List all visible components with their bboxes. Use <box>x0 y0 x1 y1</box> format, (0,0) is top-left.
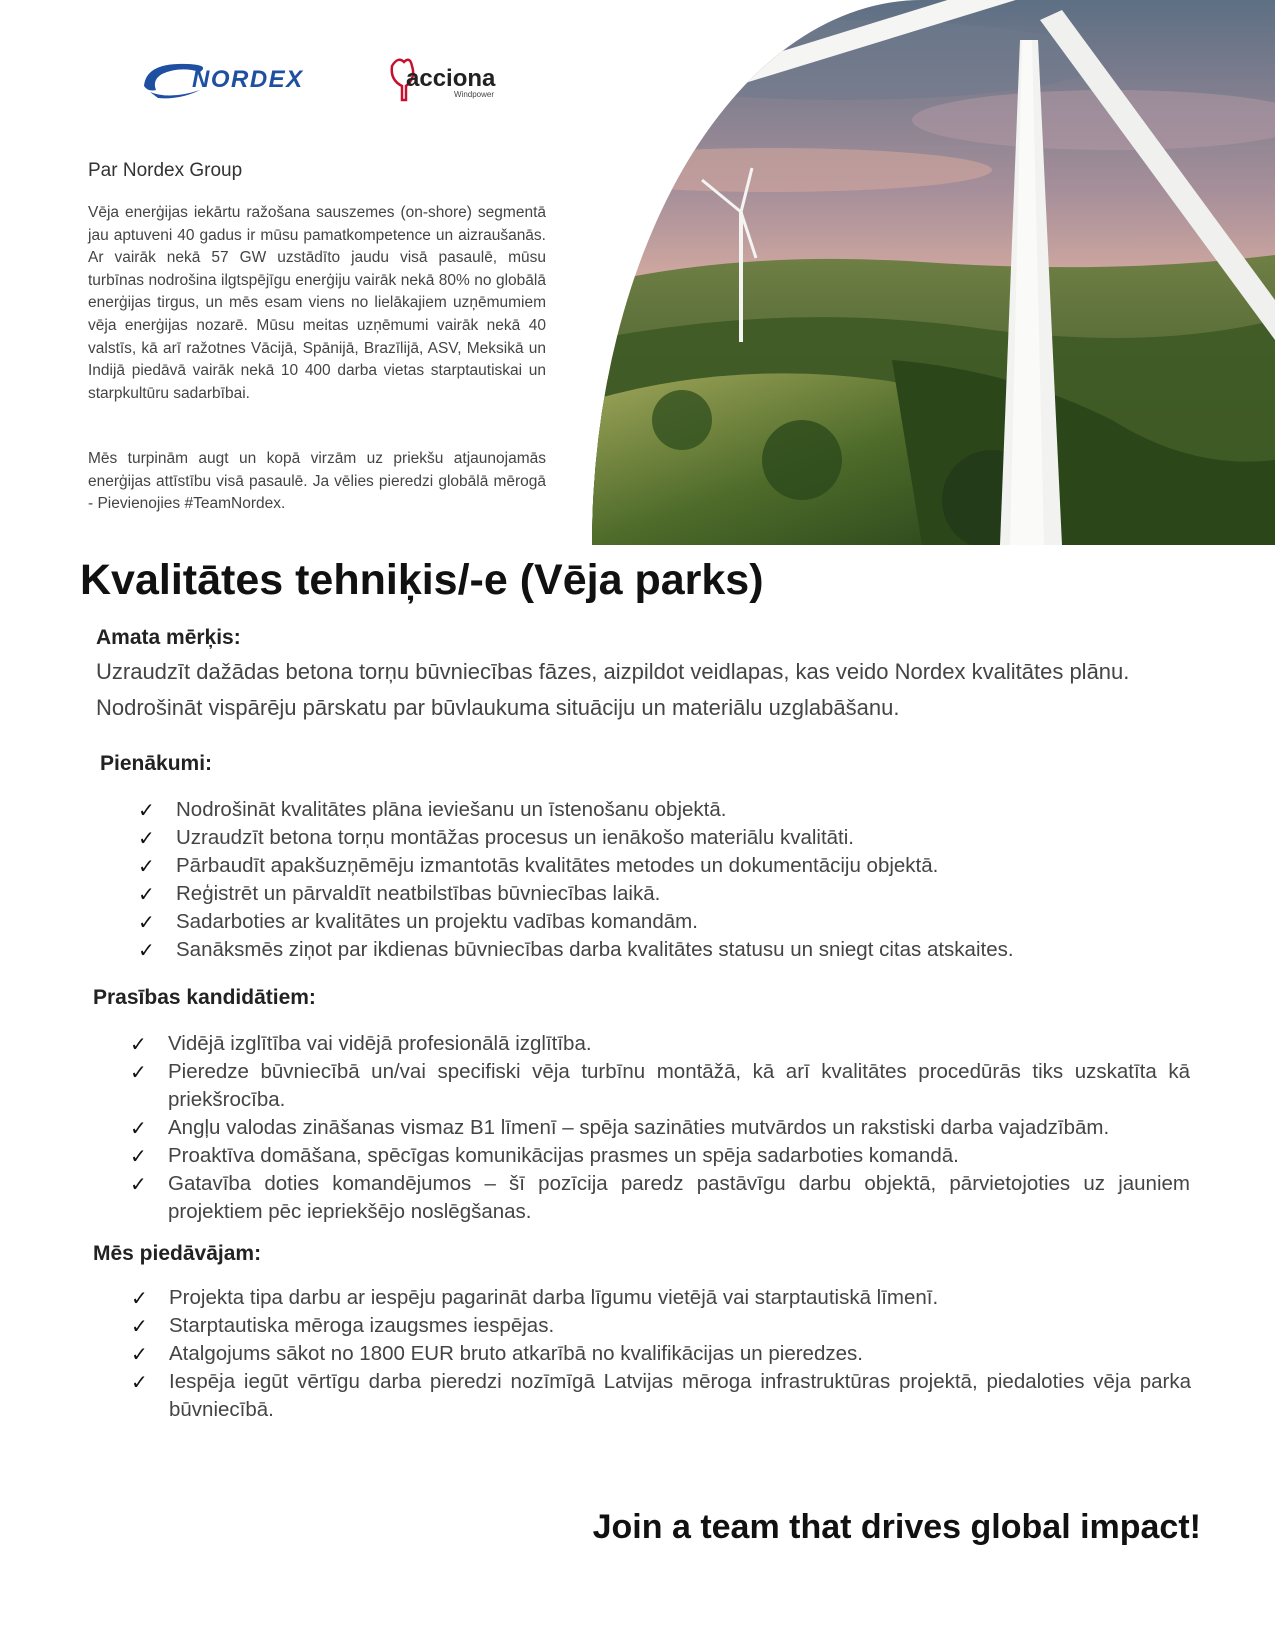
purpose-line-1: Uzraudzīt dažādas betona torņu būvniecības fāzes, aizpildot veidlapas, kas veido Nordex kvalitātes plānu. <box>96 659 1130 684</box>
list-item: ✓ Reģistrēt un pārvaldīt neatbilstības būvniecības laikā. <box>138 882 661 906</box>
purpose-heading: Amata mērķis: <box>96 626 241 649</box>
list-item: ✓ Pārbaudīt apakšuzņēmēju izmantotās kvalitātes metodes un dokumentāciju objektā. <box>138 854 939 878</box>
list-item: ✓ Atalgojums sākot no 1800 EUR bruto atkarībā no kvalifikācijas un pieredzes. <box>131 1342 863 1366</box>
duties-list <box>138 796 1198 964</box>
check-icon: ✓ <box>130 1172 147 1196</box>
check-icon: ✓ <box>131 1342 148 1366</box>
list-item: ✓ Sadarboties ar kvalitātes un projektu vadības komandām. <box>138 910 698 934</box>
svg-text:Windpower: Windpower <box>454 90 495 99</box>
list-item: ✓ Projekta tipa darbu ar iespēju pagarināt darba līgumu vietējā vai starptautiskā līmenī. <box>131 1286 939 1310</box>
list-item: ✓ Proaktīva domāšana, spēcīgas komunikācijas prasmes un spēja sadarboties komandā. <box>130 1144 959 1168</box>
svg-text:acciona: acciona <box>406 65 496 92</box>
check-icon: ✓ <box>138 938 155 962</box>
check-icon: ✓ <box>130 1032 147 1056</box>
check-icon: ✓ <box>130 1060 147 1084</box>
check-icon: ✓ <box>130 1116 147 1140</box>
check-icon: ✓ <box>138 910 155 934</box>
acciona-logo <box>384 52 514 106</box>
about-paragraph-2: Mēs turpinām augt un kopā virzām uz priekšu atjaunojamās enerģijas attīstību visā pasaulē. Ja vēlies pieredzi globālā mērogā - Pievienojies #TeamNordex. <box>88 450 546 513</box>
about-title: Par Nordex Group <box>88 160 243 181</box>
check-icon: ✓ <box>138 882 155 906</box>
list-item: ✓ Uzraudzīt betona torņu montāžas procesus un ienākošo materiālu kvalitāti. <box>138 826 855 850</box>
duties-heading: Pienākumi: <box>100 752 213 775</box>
list-item: ✓ Gatavība doties komandējumos – šī pozīcija paredz pastāvīgu darbu objektā, pārvietojoties uz jauniem projektiem pēc iepriekšējo noslēgšanas. <box>130 1172 1190 1223</box>
list-item: ✓ Nodrošināt kvalitātes plāna ieviešanu un īstenošanu objektā. <box>138 798 727 822</box>
wind-turbine-landscape-photo <box>592 0 1275 545</box>
list-item: ✓ Angļu valodas zināšanas vismaz B1 līmenī – spēja sazināties mutvārdos un rakstiski darba vajadzībām. <box>130 1116 1110 1140</box>
offer-list <box>131 1284 1191 1424</box>
hero-image <box>592 0 1275 545</box>
svg-text:NORDEX: NORDEX <box>192 66 304 93</box>
offer-heading: Mēs piedāvājam: <box>93 1242 262 1265</box>
check-icon: ✓ <box>131 1286 148 1310</box>
purpose-text <box>96 654 1206 726</box>
list-item: ✓ Sanāksmēs ziņot par ikdienas būvniecības darba kvalitātes statusu un sniegt citas atskaites. <box>138 938 1014 962</box>
list-item: ✓ Starptautiska mēroga izaugsmes iespējas. <box>131 1314 555 1338</box>
check-icon: ✓ <box>131 1314 148 1338</box>
list-item: ✓ Vidējā izglītība vai vidējā profesionālā izglītība. <box>130 1032 592 1056</box>
purpose-line-2: Nodrošināt vispārēju pārskatu par būvlaukuma situāciju un materiālu uzglabāšanu. <box>96 695 900 720</box>
list-item: ✓ Pieredze būvniecībā un/vai specifiski vēja turbīnu montāžā, kā arī kvalitātes procedūrās tiks uzskatīta kā priekšrocība. <box>130 1060 1190 1111</box>
check-icon: ✓ <box>130 1144 147 1168</box>
tagline: Join a team that drives global impact! <box>592 1508 1201 1546</box>
job-title: Kvalitātes tehniķis/-e (Vēja parks) <box>80 556 764 604</box>
requirements-list <box>130 1030 1190 1226</box>
check-icon: ✓ <box>131 1370 148 1394</box>
check-icon: ✓ <box>138 826 155 850</box>
check-icon: ✓ <box>138 798 155 822</box>
requirements-heading: Prasības kandidātiem: <box>93 986 316 1009</box>
check-icon: ✓ <box>138 854 155 878</box>
nordex-logo <box>140 56 350 102</box>
list-item: ✓ Iespēja iegūt vērtīgu darba pieredzi nozīmīgā Latvijas mēroga infrastruktūras projektā, piedaloties vēja parka būvniecībā. <box>131 1370 1191 1421</box>
about-paragraph-1: Vēja enerģijas iekārtu ražošana sauszemes (on-shore) segmentā jau aptuveni 40 gadus ir mūsu pamatkompetence un aizraušanās. Ar vairāk nekā 57 GW uzstādīto jaudu visā pasaulē, mūsu turbīnas nodrošina ilgtspējīgu enerģiju vairāk nekā 80% no globālā enerģijas tirgus, un mēs esam viens no lielākajiem uzņēmumiem vēja enerģijas nozarē. Mūsu meitas uzņēmumi vairāk nekā 40 valstīs, kā arī ražotnes Vācijā, Spānijā, Brazīlijā, ASV, Meksikā un Indijā piedāvā vairāk nekā 10 400 darba vietas starptautiskai un starpkultūru sadarbībai. <box>88 204 546 402</box>
